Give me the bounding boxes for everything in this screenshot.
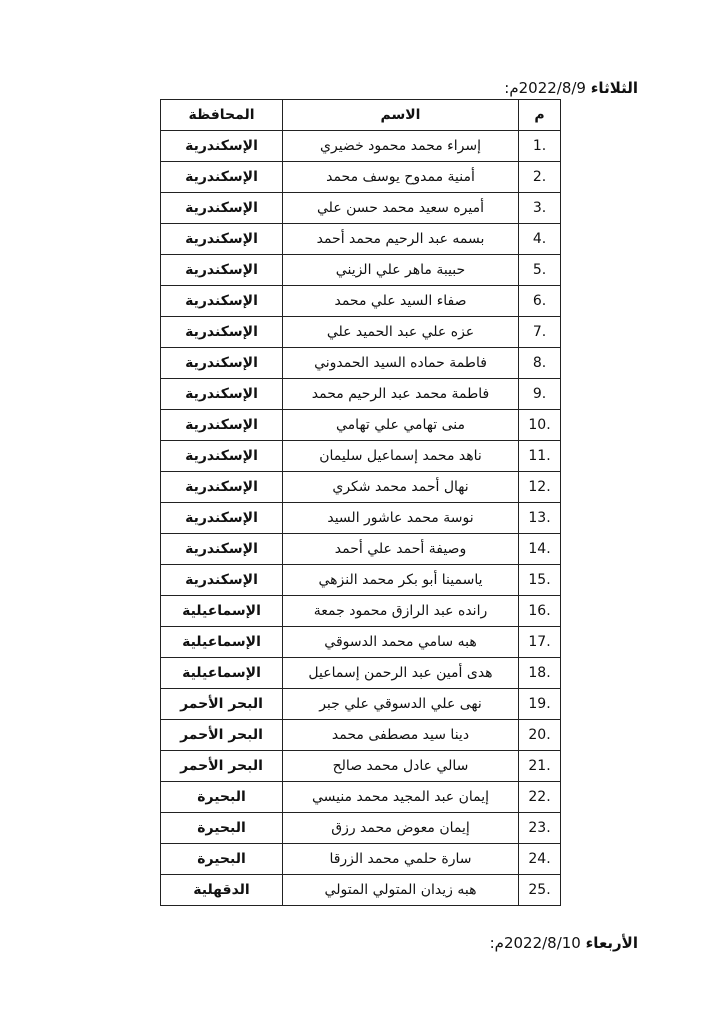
row-governorate: الإسكندرية — [161, 255, 283, 286]
row-number: .19 — [519, 689, 561, 720]
table-row — [161, 751, 561, 782]
row-governorate: الإسماعيلية — [161, 658, 283, 689]
table-row — [161, 782, 561, 813]
row-governorate: البحيرة — [161, 844, 283, 875]
row-governorate: الإسكندرية — [161, 317, 283, 348]
row-number: .3 — [519, 193, 561, 224]
table-row — [161, 317, 561, 348]
row-number: .24 — [519, 844, 561, 875]
row-name: إسراء محمد محمود خضيري — [283, 131, 519, 162]
row-name: هدى أمين عبد الرحمن إسماعيل — [283, 658, 519, 689]
row-governorate: الإسكندرية — [161, 441, 283, 472]
row-number: .10 — [519, 410, 561, 441]
row-name: دينا سيد مصطفى محمد — [283, 720, 519, 751]
table-row — [161, 720, 561, 751]
table-row — [161, 162, 561, 193]
row-name: أمنية ممدوح يوسف محمد — [283, 162, 519, 193]
row-number: .14 — [519, 534, 561, 565]
row-number: .11 — [519, 441, 561, 472]
row-governorate: البحر الأحمر — [161, 751, 283, 782]
row-governorate: الإسماعيلية — [161, 596, 283, 627]
row-number: .25 — [519, 875, 561, 906]
row-name: ناهد محمد إسماعيل سليمان — [283, 441, 519, 472]
date-label: 2022/8/9م: — [504, 79, 586, 97]
row-name: سارة حلمي محمد الزرقا — [283, 844, 519, 875]
table-row — [161, 410, 561, 441]
header-number: م — [519, 100, 561, 131]
row-number: .5 — [519, 255, 561, 286]
date-label: 2022/8/10م: — [489, 934, 581, 952]
row-name: منى تهامي علي تهامي — [283, 410, 519, 441]
row-name: رانده عبد الرازق محمود جمعة — [283, 596, 519, 627]
table-row — [161, 348, 561, 379]
row-governorate: الدقهلية — [161, 875, 283, 906]
row-name: وصيفة أحمد علي أحمد — [283, 534, 519, 565]
row-number: .13 — [519, 503, 561, 534]
table-row — [161, 224, 561, 255]
row-governorate: البحيرة — [161, 813, 283, 844]
row-name: بسمه عبد الرحيم محمد أحمد — [283, 224, 519, 255]
row-name: صفاء السيد علي محمد — [283, 286, 519, 317]
table-row — [161, 627, 561, 658]
row-name: إيمان معوض محمد رزق — [283, 813, 519, 844]
row-governorate: الإسكندرية — [161, 162, 283, 193]
participants-table — [160, 99, 561, 906]
table-header-row — [161, 100, 561, 131]
table-body — [161, 131, 561, 906]
header-name: الاسم — [283, 100, 519, 131]
day-label: الثلاثاء — [590, 79, 638, 97]
row-governorate: الإسكندرية — [161, 286, 283, 317]
table-row — [161, 441, 561, 472]
table-row — [161, 379, 561, 410]
row-name: عزه علي عبد الحميد علي — [283, 317, 519, 348]
row-number: .18 — [519, 658, 561, 689]
row-number: .21 — [519, 751, 561, 782]
row-number: .8 — [519, 348, 561, 379]
row-number: .15 — [519, 565, 561, 596]
row-number: .17 — [519, 627, 561, 658]
row-governorate: البحيرة — [161, 782, 283, 813]
row-governorate: البحر الأحمر — [161, 720, 283, 751]
row-number: .7 — [519, 317, 561, 348]
row-number: .6 — [519, 286, 561, 317]
row-governorate: الإسكندرية — [161, 379, 283, 410]
row-number: .20 — [519, 720, 561, 751]
row-governorate: الإسكندرية — [161, 503, 283, 534]
row-governorate: الإسكندرية — [161, 224, 283, 255]
row-number: .23 — [519, 813, 561, 844]
table-row — [161, 813, 561, 844]
table-row — [161, 255, 561, 286]
row-name: إيمان عبد المجيد محمد منيسي — [283, 782, 519, 813]
table-row — [161, 131, 561, 162]
day-label: الأربعاء — [585, 934, 638, 952]
row-name: نوسة محمد عاشور السيد — [283, 503, 519, 534]
row-number: .1 — [519, 131, 561, 162]
row-name: هبه سامي محمد الدسوقي — [283, 627, 519, 658]
row-governorate: الإسكندرية — [161, 348, 283, 379]
row-name: حبيبة ماهر علي الزيني — [283, 255, 519, 286]
row-number: .22 — [519, 782, 561, 813]
row-number: .2 — [519, 162, 561, 193]
row-governorate: الإسماعيلية — [161, 627, 283, 658]
row-number: .16 — [519, 596, 561, 627]
header-governorate: المحافظة — [161, 100, 283, 131]
row-governorate: الإسكندرية — [161, 193, 283, 224]
table-row — [161, 286, 561, 317]
table-row — [161, 875, 561, 906]
section-heading-tuesday — [504, 78, 638, 98]
row-governorate: الإسكندرية — [161, 534, 283, 565]
table-row — [161, 472, 561, 503]
section-heading-wednesday — [490, 933, 638, 953]
table-row — [161, 689, 561, 720]
row-governorate: البحر الأحمر — [161, 689, 283, 720]
row-number: .4 — [519, 224, 561, 255]
row-name: هبه زيدان المتولي المتولي — [283, 875, 519, 906]
row-name: نهال أحمد محمد شكري — [283, 472, 519, 503]
row-name: ياسمينا أبو بكر محمد النزهي — [283, 565, 519, 596]
table-row — [161, 534, 561, 565]
row-number: .12 — [519, 472, 561, 503]
row-governorate: الإسكندرية — [161, 131, 283, 162]
row-governorate: الإسكندرية — [161, 565, 283, 596]
row-name: فاطمة محمد عبد الرحيم محمد — [283, 379, 519, 410]
row-governorate: الإسكندرية — [161, 410, 283, 441]
row-name: أميره سعيد محمد حسن علي — [283, 193, 519, 224]
row-name: سالي عادل محمد صالح — [283, 751, 519, 782]
row-number: .9 — [519, 379, 561, 410]
row-name: نهى علي الدسوقي علي جبر — [283, 689, 519, 720]
table-row — [161, 565, 561, 596]
table-row — [161, 658, 561, 689]
row-governorate: الإسكندرية — [161, 472, 283, 503]
table-row — [161, 596, 561, 627]
table-row — [161, 844, 561, 875]
table-row — [161, 193, 561, 224]
table-row — [161, 503, 561, 534]
row-name: فاطمة حماده السيد الحمدوني — [283, 348, 519, 379]
